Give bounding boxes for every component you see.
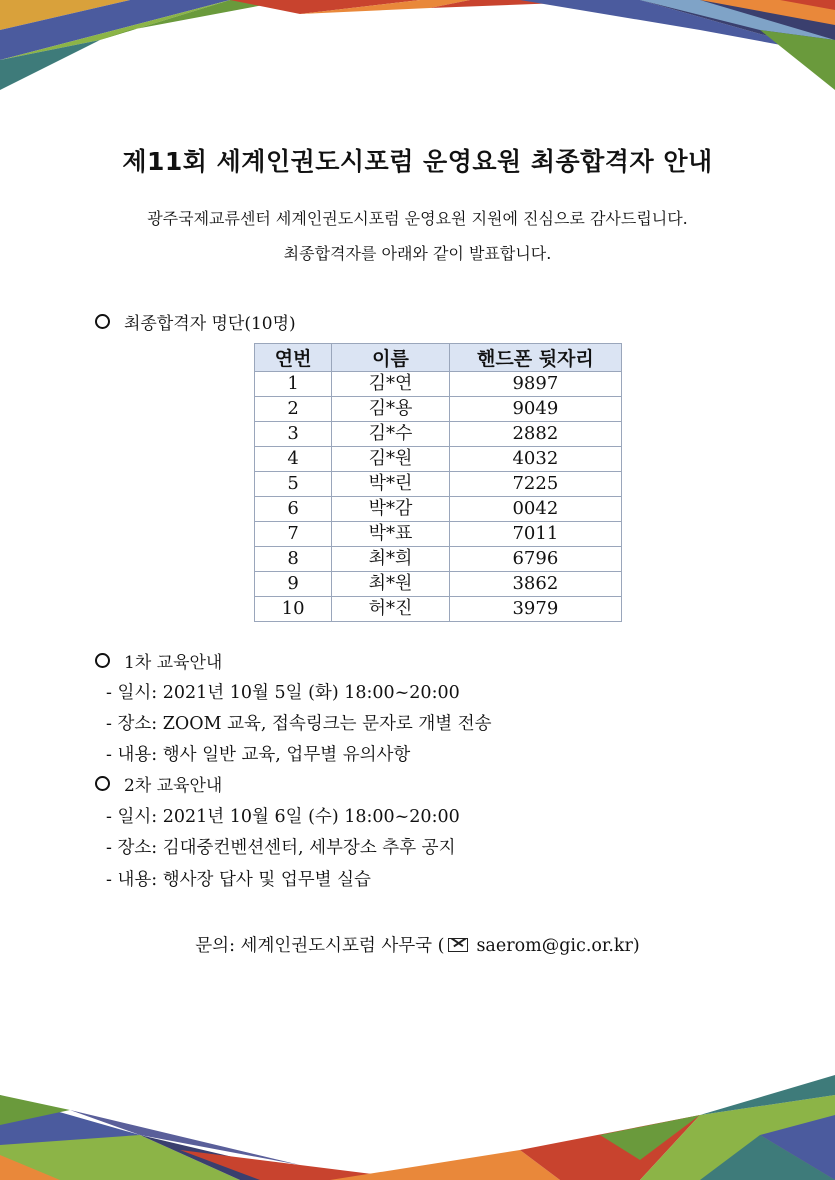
row-phone: 3862 [449, 572, 621, 597]
row-number: 10 [255, 597, 332, 622]
contact-email[interactable]: saerom@gic.or.kr) [476, 936, 640, 956]
intro-line-1: 광주국제교류센터 세계인권도시포럼 운영요원 지원에 진심으로 감사드립니다. [147, 209, 688, 228]
row-number: 2 [255, 397, 332, 422]
row-phone: 9049 [449, 397, 621, 422]
row-phone: 9897 [449, 372, 621, 397]
table-row [255, 597, 622, 622]
row-name: 최*원 [332, 572, 450, 597]
training1-content: - 내용: 행사 일반 교육, 업무별 유의사항 [106, 745, 411, 765]
row-name: 박*표 [332, 522, 450, 547]
row-name: 박*린 [332, 472, 450, 497]
roster-heading [95, 309, 296, 334]
row-name: 김*원 [332, 447, 450, 472]
table-header-row [255, 344, 622, 372]
training2-heading-label: 2차 교육안내 [124, 776, 223, 796]
table-row [255, 447, 622, 472]
table-row [255, 547, 622, 572]
envelope-icon [448, 938, 468, 952]
row-number: 1 [255, 372, 332, 397]
row-phone: 6796 [449, 547, 621, 572]
training1-heading-label: 1차 교육안내 [124, 653, 223, 673]
row-number: 3 [255, 422, 332, 447]
roster-heading-label: 최종합격자 명단(10명) [124, 314, 296, 334]
training2-date: - 일시: 2021년 10월 6일 (수) 18:00~20:00 [106, 807, 460, 827]
row-number: 5 [255, 472, 332, 497]
row-name: 김*용 [332, 397, 450, 422]
row-number: 9 [255, 572, 332, 597]
intro-line-2: 최종합격자를 아래와 같이 발표합니다. [283, 244, 552, 263]
roster-table [254, 343, 622, 622]
table-row [255, 572, 622, 597]
row-number: 7 [255, 522, 332, 547]
training2-heading [95, 771, 222, 796]
row-name: 허*진 [332, 597, 450, 622]
circle-bullet-icon [95, 776, 110, 791]
row-phone: 7011 [449, 522, 621, 547]
bottom-decoration [0, 1055, 835, 1180]
row-name: 최*희 [332, 547, 450, 572]
training2-place: - 장소: 김대중컨벤션센터, 세부장소 추후 공지 [106, 838, 456, 858]
table-row [255, 422, 622, 447]
row-phone: 0042 [449, 497, 621, 522]
table-row [255, 372, 622, 397]
training2-content: - 내용: 행사장 답사 및 업무별 실습 [106, 870, 371, 890]
contact-prefix: 문의: 세계인권도시포럼 사무국 ( [195, 936, 445, 956]
row-phone: 3979 [449, 597, 621, 622]
top-decoration [0, 0, 835, 95]
row-number: 6 [255, 497, 332, 522]
row-name: 김*수 [332, 422, 450, 447]
row-name: 김*연 [332, 372, 450, 397]
row-phone: 2882 [449, 422, 621, 447]
column-header-number: 연번 [255, 344, 332, 372]
training1-heading [95, 648, 222, 673]
row-phone: 4032 [449, 447, 621, 472]
contact-line [0, 932, 835, 957]
column-header-phone: 핸드폰 뒷자리 [449, 344, 621, 372]
training1-place: - 장소: ZOOM 교육, 접속링크는 문자로 개별 전송 [106, 714, 492, 734]
training1-date: - 일시: 2021년 10월 5일 (화) 18:00~20:00 [106, 683, 460, 703]
column-header-name: 이름 [332, 344, 450, 372]
row-number: 4 [255, 447, 332, 472]
row-name: 박*감 [332, 497, 450, 522]
table-row [255, 472, 622, 497]
table-row [255, 397, 622, 422]
circle-bullet-icon [95, 314, 110, 329]
table-row [255, 522, 622, 547]
table-row [255, 497, 622, 522]
row-number: 8 [255, 547, 332, 572]
page-title: 제11회 세계인권도시포럼 운영요원 최종합격자 안내 [122, 147, 713, 176]
row-phone: 7225 [449, 472, 621, 497]
circle-bullet-icon [95, 653, 110, 668]
